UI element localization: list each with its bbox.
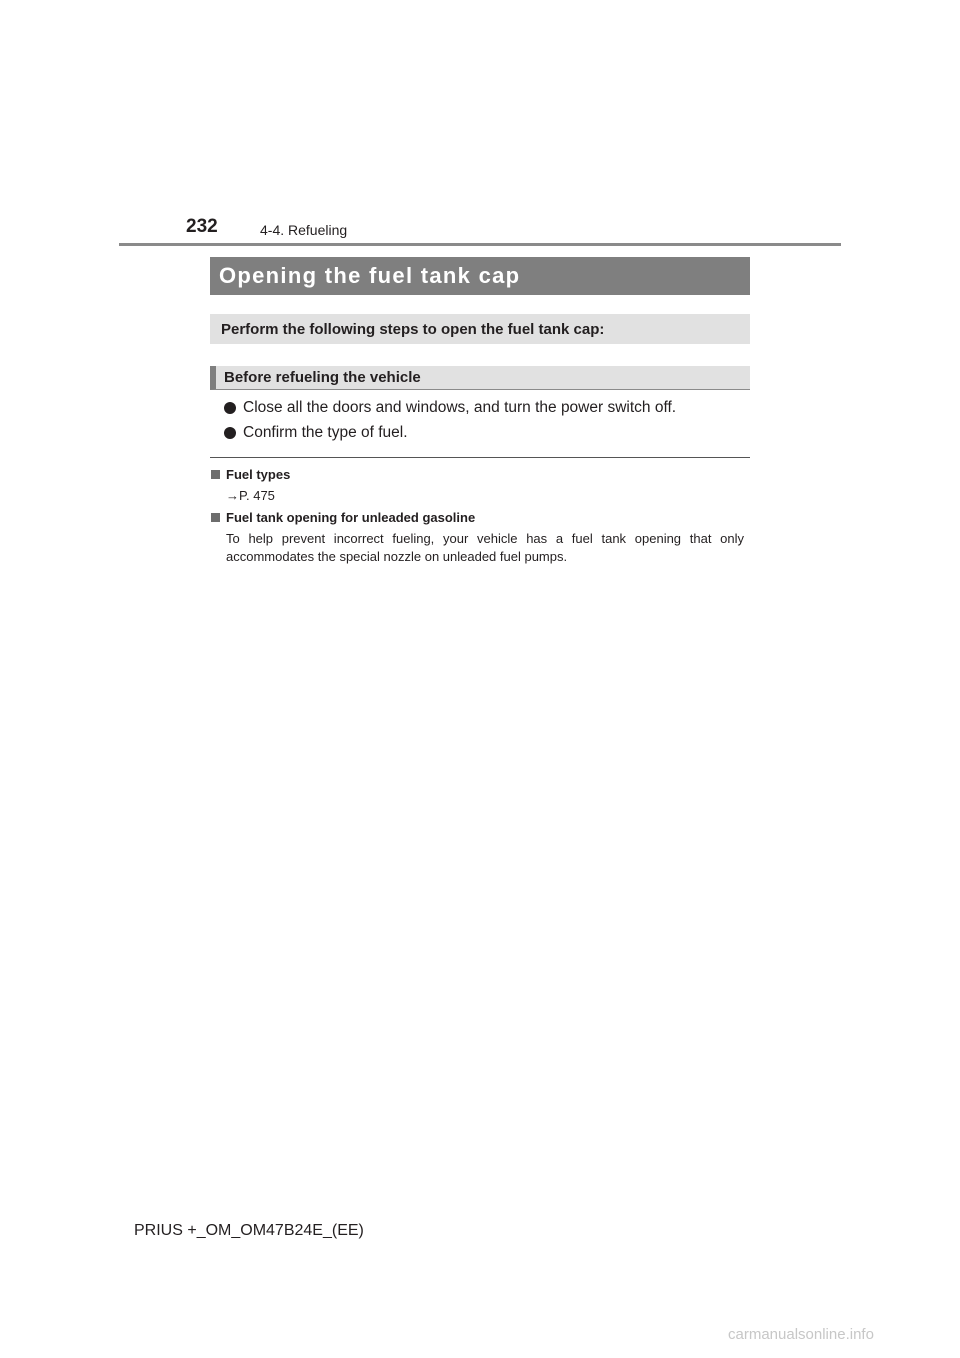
subheader-text: Before refueling the vehicle: [224, 369, 421, 386]
intro-bar: [210, 314, 750, 344]
page-reference-link[interactable]: →P. 475: [226, 488, 275, 503]
footer-model-code: PRIUS +_OM_OM47B24E_(EE): [134, 1222, 364, 1239]
section-reference: 4-4. Refueling: [260, 222, 348, 238]
section-title-bar: [210, 257, 750, 295]
bullet-dot-icon: [224, 402, 236, 414]
note-body: To help prevent incorrect fueling, your vehicle has a fuel tank opening that only accommodates the special nozzle on unleaded fuel pumps.: [226, 531, 744, 564]
subheader-bar: [210, 366, 750, 390]
section-divider: [210, 457, 750, 458]
note-heading: [211, 510, 475, 525]
watermark: carmanualsonline.info: [728, 1326, 874, 1343]
note-heading: [211, 467, 290, 482]
bullet-item: [224, 399, 676, 417]
note-heading-text: Fuel tank opening for unleaded gasoline: [226, 510, 476, 525]
header-divider: [119, 243, 841, 246]
square-bullet-icon: [211, 513, 220, 522]
bullet-text: Close all the doors and windows, and turn the power switch off.: [243, 399, 677, 416]
section-title: Opening the fuel tank cap: [219, 263, 521, 288]
intro-text: Perform the following steps to open the fuel tank cap:: [221, 320, 605, 338]
bullet-text: Confirm the type of fuel.: [243, 424, 408, 441]
bullet-dot-icon: [224, 427, 236, 439]
square-bullet-icon: [211, 470, 220, 479]
bullet-item: [224, 424, 408, 442]
page-number: 232: [186, 216, 218, 237]
note-heading-text: Fuel types: [226, 467, 291, 482]
